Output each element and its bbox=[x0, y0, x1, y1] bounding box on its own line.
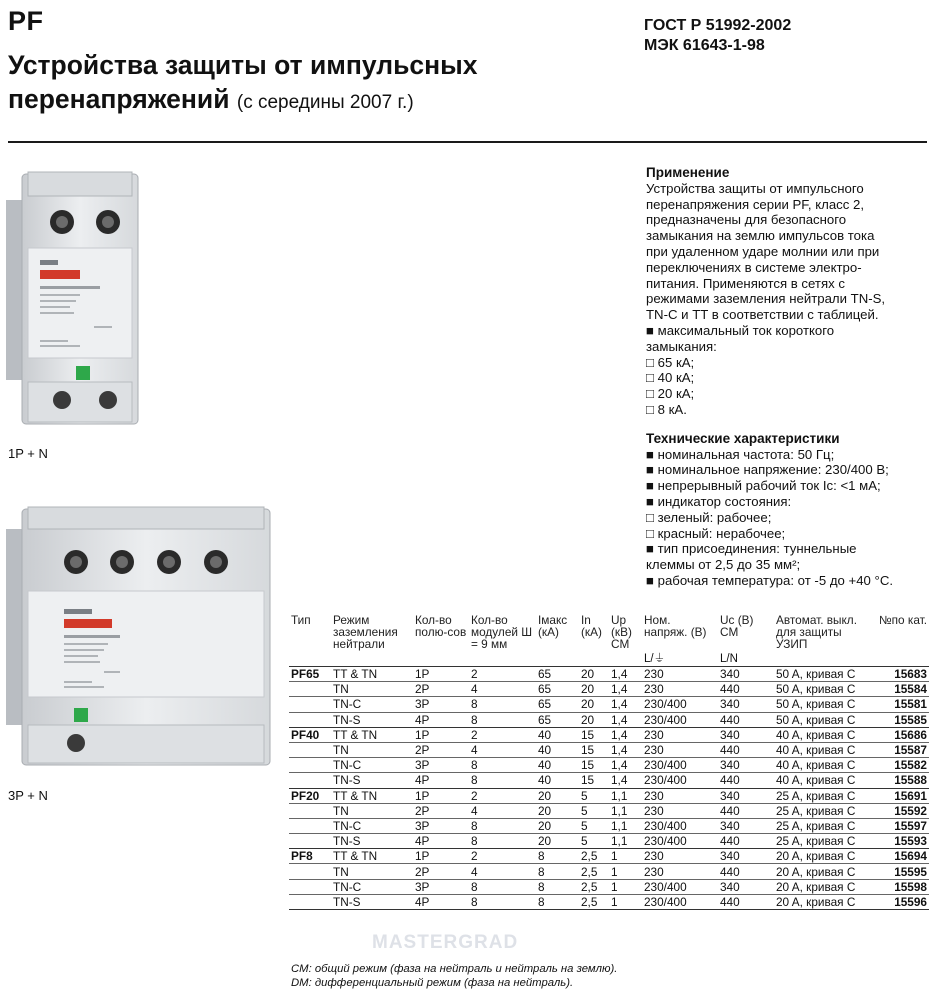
cell-imax: 65 bbox=[536, 712, 579, 727]
text-line: перенапряжения серии PF, класс 2, bbox=[646, 196, 865, 212]
title-line-1: Устройства защиты от импульсных bbox=[8, 50, 478, 80]
col-cat: №по кат. bbox=[879, 613, 927, 627]
cell-up: 1 bbox=[609, 864, 642, 879]
cell-breaker: 20 A, кривая C bbox=[774, 864, 869, 879]
cell-cat: 15694 bbox=[869, 849, 929, 864]
unit-uc: L/N bbox=[720, 653, 738, 665]
standard-iec: МЭК 61643-1-98 bbox=[644, 37, 765, 54]
table-row bbox=[289, 758, 929, 773]
text-line: □ 8 кА. bbox=[646, 401, 687, 417]
cell-cat: 15598 bbox=[869, 879, 929, 894]
cell-poles: 2P bbox=[413, 682, 469, 697]
col-uc: Uc (В) CM bbox=[720, 613, 754, 639]
cell-breaker: 40 A, кривая C bbox=[774, 773, 869, 788]
cell-in: 5 bbox=[579, 834, 609, 849]
cell-un: 230 bbox=[642, 727, 718, 742]
cell-un: 230 bbox=[642, 803, 718, 818]
cell-mode: TN-S bbox=[331, 712, 413, 727]
cell-type bbox=[289, 758, 331, 773]
cell-uc: 340 bbox=[718, 697, 774, 712]
cell-in: 2,5 bbox=[579, 849, 609, 864]
cell-un: 230 bbox=[642, 788, 718, 803]
cell-up: 1,4 bbox=[609, 758, 642, 773]
text-line: ■ непрерывный рабочий ток Ic: <1 мА; bbox=[646, 478, 881, 494]
cell-type bbox=[289, 894, 331, 909]
table-row bbox=[289, 682, 929, 697]
cell-breaker: 40 A, кривая C bbox=[774, 758, 869, 773]
application-text bbox=[646, 181, 931, 418]
cell-un: 230/400 bbox=[642, 834, 718, 849]
description-column bbox=[646, 165, 931, 602]
cell-modules: 4 bbox=[469, 864, 536, 879]
cell-up: 1 bbox=[609, 894, 642, 909]
cell-uc: 340 bbox=[718, 727, 774, 742]
cell-breaker: 40 A, кривая C bbox=[774, 727, 869, 742]
cell-un: 230 bbox=[642, 667, 718, 682]
cell-mode: TT & TN bbox=[331, 727, 413, 742]
cell-cat: 15592 bbox=[869, 803, 929, 818]
cell-mode: TN bbox=[331, 803, 413, 818]
cell-modules: 8 bbox=[469, 773, 536, 788]
cell-breaker: 25 A, кривая C bbox=[774, 818, 869, 833]
cell-type: PF8 bbox=[289, 849, 331, 864]
cell-cat: 15588 bbox=[869, 773, 929, 788]
cell-un: 230/400 bbox=[642, 712, 718, 727]
col-poles: Кол-во полю-сов bbox=[415, 613, 467, 639]
cell-modules: 2 bbox=[469, 849, 536, 864]
cell-modules: 8 bbox=[469, 834, 536, 849]
cell-up: 1,4 bbox=[609, 682, 642, 697]
text-line: TN-C и TT в соответствии с таблицей. bbox=[646, 307, 879, 323]
cell-in: 5 bbox=[579, 803, 609, 818]
cell-poles: 3P bbox=[413, 758, 469, 773]
text-line: ■ индикатор состояния: bbox=[646, 493, 792, 509]
table-unit-row bbox=[289, 652, 929, 667]
cell-breaker: 50 A, кривая C bbox=[774, 682, 869, 697]
cell-un: 230 bbox=[642, 742, 718, 757]
standards bbox=[644, 16, 791, 56]
cell-mode: TN-C bbox=[331, 758, 413, 773]
cell-type: PF20 bbox=[289, 788, 331, 803]
cell-type: PF65 bbox=[289, 667, 331, 682]
cell-in: 20 bbox=[579, 712, 609, 727]
cell-up: 1,1 bbox=[609, 818, 642, 833]
text-line: Устройства защиты от импульсного bbox=[646, 180, 864, 196]
cell-up: 1,1 bbox=[609, 788, 642, 803]
text-line: питания. Применяются в сетях с bbox=[646, 275, 845, 291]
cell-up: 1 bbox=[609, 879, 642, 894]
cell-cat: 15582 bbox=[869, 758, 929, 773]
table-row bbox=[289, 773, 929, 788]
cell-un: 230/400 bbox=[642, 879, 718, 894]
cell-modules: 4 bbox=[469, 742, 536, 757]
col-breaker: Автомат. выкл. для защиты УЗИП bbox=[776, 613, 857, 651]
cell-mode: TN-C bbox=[331, 818, 413, 833]
cell-in: 5 bbox=[579, 818, 609, 833]
cell-poles: 1P bbox=[413, 727, 469, 742]
cell-breaker: 25 A, кривая C bbox=[774, 834, 869, 849]
cell-cat: 15584 bbox=[869, 682, 929, 697]
unit-un: L/⏚ bbox=[644, 653, 666, 665]
table-row bbox=[289, 894, 929, 909]
cell-mode: TT & TN bbox=[331, 849, 413, 864]
cell-breaker: 40 A, кривая C bbox=[774, 742, 869, 757]
text-line: предназначены для безопасного bbox=[646, 212, 847, 228]
table-row bbox=[289, 727, 929, 742]
cell-imax: 8 bbox=[536, 864, 579, 879]
cell-uc: 440 bbox=[718, 803, 774, 818]
cell-breaker: 25 A, кривая C bbox=[774, 788, 869, 803]
cell-type bbox=[289, 803, 331, 818]
cell-cat: 15587 bbox=[869, 742, 929, 757]
cell-imax: 8 bbox=[536, 894, 579, 909]
cell-in: 20 bbox=[579, 697, 609, 712]
cell-up: 1,4 bbox=[609, 773, 642, 788]
cell-imax: 65 bbox=[536, 682, 579, 697]
text-line: режимами заземления нейтрали TN-S, bbox=[646, 291, 886, 307]
text-line: замыкания: bbox=[646, 338, 717, 354]
cell-mode: TT & TN bbox=[331, 788, 413, 803]
spec-table bbox=[289, 614, 929, 910]
cell-poles: 4P bbox=[413, 834, 469, 849]
note-cm: CM: общий режим (фаза на нейтраль и нейтраль на землю). bbox=[291, 963, 618, 975]
cell-poles: 3P bbox=[413, 879, 469, 894]
device-caption-1p-n: 1P + N bbox=[8, 446, 48, 461]
cell-mode: TN bbox=[331, 742, 413, 757]
col-modules: Кол-во модулей Ш = 9 мм bbox=[471, 613, 533, 651]
cell-in: 15 bbox=[579, 727, 609, 742]
text-line: ■ номинальное напряжение: 230/400 В; bbox=[646, 462, 889, 478]
cell-uc: 440 bbox=[718, 834, 774, 849]
cell-modules: 8 bbox=[469, 818, 536, 833]
cell-breaker: 50 A, кривая C bbox=[774, 667, 869, 682]
note-dm: DM: дифференциальный режим (фаза на нейтраль). bbox=[291, 977, 574, 989]
col-imax: Iмакс (кА) bbox=[538, 613, 568, 639]
text-line: переключениях в системе электро- bbox=[646, 259, 862, 275]
cell-type bbox=[289, 682, 331, 697]
cell-breaker: 20 A, кривая C bbox=[774, 849, 869, 864]
application-heading: Применение bbox=[646, 165, 730, 180]
table-row bbox=[289, 879, 929, 894]
cell-imax: 8 bbox=[536, 879, 579, 894]
title-line-2-main: перенапряжений bbox=[8, 84, 230, 114]
cell-poles: 2P bbox=[413, 803, 469, 818]
device-caption-3p-n: 3P + N bbox=[8, 788, 48, 803]
cell-uc: 340 bbox=[718, 879, 774, 894]
header-rule bbox=[8, 141, 927, 143]
cell-type bbox=[289, 834, 331, 849]
cell-imax: 20 bbox=[536, 818, 579, 833]
cell-imax: 40 bbox=[536, 773, 579, 788]
cell-uc: 440 bbox=[718, 712, 774, 727]
cell-poles: 1P bbox=[413, 849, 469, 864]
cell-cat: 15597 bbox=[869, 818, 929, 833]
cell-poles: 1P bbox=[413, 788, 469, 803]
text-line: □ 65 кА; bbox=[646, 354, 695, 370]
cell-uc: 340 bbox=[718, 788, 774, 803]
technical-heading: Технические характеристики bbox=[646, 430, 840, 446]
cell-up: 1,1 bbox=[609, 834, 642, 849]
cell-up: 1,4 bbox=[609, 697, 642, 712]
cell-up: 1,1 bbox=[609, 803, 642, 818]
text-line: ■ тип присоединения: туннельные bbox=[646, 541, 857, 557]
cell-poles: 4P bbox=[413, 712, 469, 727]
table-row bbox=[289, 697, 929, 712]
cell-imax: 65 bbox=[536, 667, 579, 682]
device-3p-n-drawing bbox=[4, 505, 274, 770]
cell-un: 230/400 bbox=[642, 758, 718, 773]
cell-type bbox=[289, 864, 331, 879]
cell-in: 15 bbox=[579, 742, 609, 757]
cell-uc: 440 bbox=[718, 894, 774, 909]
cell-un: 230/400 bbox=[642, 697, 718, 712]
device-image-3p-n bbox=[4, 505, 274, 770]
cell-un: 230 bbox=[642, 682, 718, 697]
cell-mode: TN-C bbox=[331, 697, 413, 712]
cell-cat: 15593 bbox=[869, 834, 929, 849]
cell-uc: 440 bbox=[718, 682, 774, 697]
title-date-note: (с середины 2007 г.) bbox=[236, 92, 414, 113]
cell-imax: 40 bbox=[536, 742, 579, 757]
col-un: Ном. напряж. (В) bbox=[644, 613, 707, 639]
cell-mode: TN bbox=[331, 864, 413, 879]
cell-imax: 20 bbox=[536, 803, 579, 818]
cell-cat: 15581 bbox=[869, 697, 929, 712]
cell-imax: 40 bbox=[536, 758, 579, 773]
title-line-2 bbox=[8, 82, 648, 120]
cell-breaker: 50 A, кривая C bbox=[774, 697, 869, 712]
text-line: □ 40 кА; bbox=[646, 370, 695, 386]
cell-poles: 4P bbox=[413, 894, 469, 909]
cell-mode: TN-S bbox=[331, 834, 413, 849]
cell-in: 15 bbox=[579, 758, 609, 773]
table-row bbox=[289, 849, 929, 864]
page-title bbox=[8, 48, 648, 120]
text-line: □ красный: нерабочее; bbox=[646, 525, 786, 541]
cell-cat: 15683 bbox=[869, 667, 929, 682]
cell-modules: 2 bbox=[469, 727, 536, 742]
series-title: PF bbox=[8, 6, 44, 36]
text-line: □ зеленый: рабочее; bbox=[646, 509, 772, 525]
cell-modules: 2 bbox=[469, 667, 536, 682]
cell-mode: TN-S bbox=[331, 773, 413, 788]
cell-un: 230 bbox=[642, 864, 718, 879]
cell-poles: 3P bbox=[413, 818, 469, 833]
cell-uc: 340 bbox=[718, 758, 774, 773]
cell-uc: 340 bbox=[718, 667, 774, 682]
cell-in: 5 bbox=[579, 788, 609, 803]
cell-poles: 1P bbox=[413, 667, 469, 682]
cell-type bbox=[289, 742, 331, 757]
cell-type bbox=[289, 697, 331, 712]
cell-mode: TN-C bbox=[331, 879, 413, 894]
table-row bbox=[289, 834, 929, 849]
table-row bbox=[289, 667, 929, 682]
cell-in: 20 bbox=[579, 682, 609, 697]
cell-imax: 65 bbox=[536, 697, 579, 712]
cell-poles: 2P bbox=[413, 864, 469, 879]
cell-up: 1,4 bbox=[609, 667, 642, 682]
cell-type bbox=[289, 879, 331, 894]
col-up: Up (кВ) CM bbox=[611, 613, 632, 651]
cell-mode: TN bbox=[331, 682, 413, 697]
cell-breaker: 50 A, кривая C bbox=[774, 712, 869, 727]
table-row bbox=[289, 742, 929, 757]
watermark: MASTERGRAD bbox=[372, 932, 519, 953]
cell-un: 230/400 bbox=[642, 894, 718, 909]
table-row bbox=[289, 712, 929, 727]
standard-gost: ГОСТ Р 51992-2002 bbox=[644, 17, 792, 34]
cell-cat: 15595 bbox=[869, 864, 929, 879]
cell-breaker: 25 A, кривая C bbox=[774, 803, 869, 818]
table-row bbox=[289, 818, 929, 833]
table-row bbox=[289, 803, 929, 818]
cell-uc: 340 bbox=[718, 849, 774, 864]
text-line: клеммы от 2,5 до 35 мм²; bbox=[646, 557, 801, 573]
device-1p-n-drawing bbox=[4, 168, 144, 430]
cell-imax: 40 bbox=[536, 727, 579, 742]
cell-poles: 3P bbox=[413, 697, 469, 712]
text-line: □ 20 кА; bbox=[646, 386, 695, 402]
cell-type: PF40 bbox=[289, 727, 331, 742]
cell-un: 230/400 bbox=[642, 818, 718, 833]
cell-cat: 15585 bbox=[869, 712, 929, 727]
cell-modules: 8 bbox=[469, 697, 536, 712]
cell-imax: 8 bbox=[536, 849, 579, 864]
technical-section bbox=[646, 431, 931, 589]
cell-cat: 15596 bbox=[869, 894, 929, 909]
cell-imax: 20 bbox=[536, 788, 579, 803]
cell-type bbox=[289, 712, 331, 727]
cell-mode: TT & TN bbox=[331, 667, 413, 682]
col-mode: Режим заземления нейтрали bbox=[333, 613, 398, 651]
cell-modules: 4 bbox=[469, 682, 536, 697]
cell-cat: 15691 bbox=[869, 788, 929, 803]
cell-uc: 340 bbox=[718, 818, 774, 833]
cell-poles: 2P bbox=[413, 742, 469, 757]
device-image-1p-n bbox=[4, 168, 144, 430]
cell-up: 1 bbox=[609, 849, 642, 864]
cell-modules: 8 bbox=[469, 758, 536, 773]
cell-up: 1,4 bbox=[609, 727, 642, 742]
cell-breaker: 20 A, кривая C bbox=[774, 879, 869, 894]
cell-uc: 440 bbox=[718, 773, 774, 788]
cell-modules: 8 bbox=[469, 879, 536, 894]
table-row bbox=[289, 788, 929, 803]
cell-type bbox=[289, 818, 331, 833]
cell-cat: 15686 bbox=[869, 727, 929, 742]
application-section bbox=[646, 165, 931, 418]
technical-text bbox=[646, 447, 931, 589]
cell-un: 230/400 bbox=[642, 773, 718, 788]
cell-modules: 8 bbox=[469, 712, 536, 727]
text-line: ■ рабочая температура: от -5 до +40 °C. bbox=[646, 572, 894, 588]
cell-in: 15 bbox=[579, 773, 609, 788]
cell-breaker: 20 A, кривая C bbox=[774, 894, 869, 909]
cell-in: 2,5 bbox=[579, 879, 609, 894]
cell-un: 230 bbox=[642, 849, 718, 864]
cell-modules: 2 bbox=[469, 788, 536, 803]
table-row bbox=[289, 864, 929, 879]
text-line: при удаленном ударе молнии или при bbox=[646, 243, 880, 259]
cell-modules: 4 bbox=[469, 803, 536, 818]
table-header-row bbox=[289, 614, 929, 652]
cell-imax: 20 bbox=[536, 834, 579, 849]
cell-in: 2,5 bbox=[579, 894, 609, 909]
cell-modules: 8 bbox=[469, 894, 536, 909]
cell-in: 2,5 bbox=[579, 864, 609, 879]
cell-uc: 440 bbox=[718, 742, 774, 757]
text-line: ■ максимальный ток короткого bbox=[646, 322, 835, 338]
cell-poles: 4P bbox=[413, 773, 469, 788]
cell-up: 1,4 bbox=[609, 742, 642, 757]
text-line: замыкания на землю импульсов тока bbox=[646, 228, 875, 244]
col-in: In (кА) bbox=[581, 613, 602, 639]
cell-type bbox=[289, 773, 331, 788]
cell-up: 1,4 bbox=[609, 712, 642, 727]
cell-uc: 440 bbox=[718, 864, 774, 879]
text-line: ■ номинальная частота: 50 Гц; bbox=[646, 446, 835, 462]
cell-in: 20 bbox=[579, 667, 609, 682]
col-type: Тип bbox=[291, 613, 311, 627]
cell-mode: TN-S bbox=[331, 894, 413, 909]
